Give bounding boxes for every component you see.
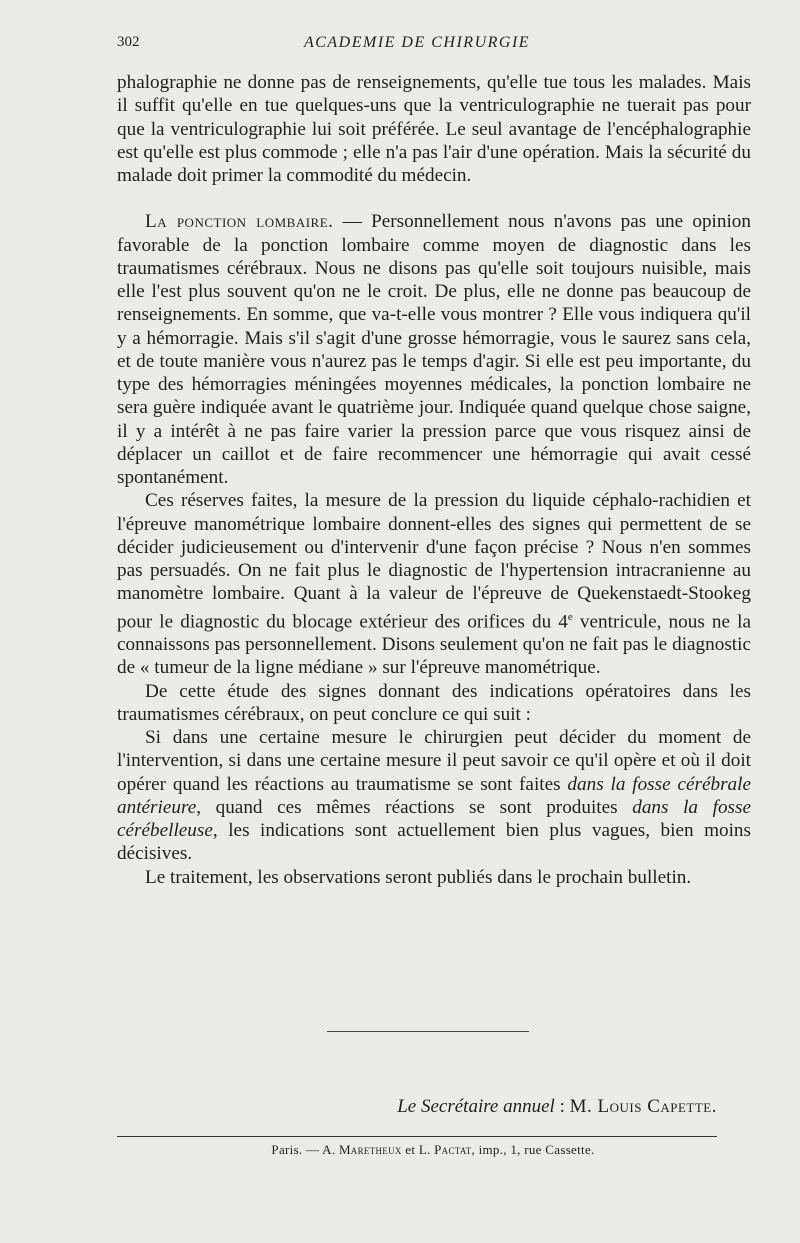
printer-address: , imp., 1, rue Cassette.	[471, 1142, 595, 1157]
paragraph-3-part-b: ventricule, nous ne la connaissons pas personnellement. Disons seulement qu'on ne fait pas le diagnostic de « tumeur de la ligne médiane » sur l'épreuve manométrique.	[117, 610, 751, 679]
printer-imprint	[117, 1142, 749, 1158]
paragraph-2	[117, 210, 751, 489]
paragraph-5-part-b: , quand ces mêmes réactions se sont produites	[196, 796, 633, 818]
paragraph-2-text: Personnellement nous n'avons pas une opinion favorable de la ponction lombaire comme moyen de diagnostic dans les traumatismes cérébraux. Nous ne disons pas qu'elle soit toujours nuisible, mais elle l'est plus souvent qu'on ne le croit. De plus, elle ne donne pas beaucoup de renseignements. En somme, que va-t-elle vous montrer ? Elle vous indiquera qu'il y a hémorragie. Mais s'il s'agit d'une grosse hémorragie, vous le saurez sans cela, et de toute manière vous n'aurez pas le temps d'agir. Si elle est peu importante, du type des hémorragies méningées moyennes médicales, la ponction lombaire ne sera guère indiquée avant le quatrième jour. Indiquée quand quelque chose saigne, il y a intérêt à ne pas faire varier la pression parce que vous risquez ainsi de déplacer un caillot et de faire recommencer une hémorragie qui avait cessé spontanément.	[117, 211, 751, 488]
section-separator-rule	[327, 1031, 529, 1032]
printer-city: Paris. — A.	[271, 1142, 339, 1157]
paragraph-1: phalographie ne donne pas de renseignements, qu'elle tue tous les malades. Mais il suffit qu'elle en tue quelques-uns que la ventriculographie ne tuerait pas pour que la ventriculographie lui soit préférée. Le seul avantage de l'encéphalographie est qu'elle est plus commode ; elle n'a pas l'air d'une opération. Mais la sécurité du malade doit primer la commodité du médecin.	[117, 72, 751, 186]
body-text	[117, 71, 751, 889]
paragraph-3-part-a: Ces réserves faites, la mesure de la pression du liquide céphalo-rachidien et l'épreuve manométrique lombaire donnent-elles des signes qui permettent de se décider judicieusement ou d'intervenir d'une façon précise ? Nous n'en sommes pas persuadés. On ne fait plus le diagnostic de l'hypertension intracranienne au manomètre lombaire. Quant à la valeur de l'épreuve de Quekenstaedt-Stookeg pour le diagnostic du blocage extérieur des orifices du 4	[117, 490, 751, 632]
italic-fosse-cerebelleuse: dans la fosse cérébelleuse	[117, 796, 751, 842]
footer-rule	[117, 1136, 717, 1137]
page-header	[117, 34, 717, 58]
paragraph-5	[117, 726, 751, 866]
printer-name-maretheux: Maretheux	[338, 1142, 402, 1157]
italic-fosse-cerebrale: dans la fosse cérébrale antérieure	[117, 773, 751, 818]
paragraph-6: Le traitement, les observations seront publiés dans le prochain bulletin.	[145, 866, 692, 888]
section-heading-ponction-lombaire: La ponction lombaire.	[145, 211, 334, 233]
paragraph-4: De cette étude des signes donnant des indications opératoires dans les traumatismes cérébraux, on peut conclure ce qui suit :	[117, 680, 751, 725]
paragraph-5-part-a: Si dans une certaine mesure le chirurgien peut décider du moment de l'intervention, si dans une certaine mesure il peut savoir ce qu'il opère et où il doit opérer quand les réactions au traumatisme se sont faites	[117, 727, 751, 795]
printer-and: et	[401, 1142, 419, 1157]
printer-name-pactat: L. Pactat	[418, 1142, 472, 1157]
signature-role: Le Secrétaire annuel	[397, 1096, 555, 1117]
running-title: ACADEMIE DE CHIRURGIE	[303, 34, 531, 51]
em-dash: —	[333, 211, 372, 233]
paragraph-5-part-c: , les indications sont actuellement bien plus vagues, bien moins décisives.	[117, 820, 751, 865]
signature-name: M. Louis Capette.	[569, 1096, 717, 1117]
page-number: 302	[117, 34, 140, 50]
superscript-e: e	[567, 610, 573, 623]
signature-colon: :	[554, 1096, 570, 1117]
signature	[397, 1096, 717, 1118]
paragraph-3	[117, 489, 751, 679]
